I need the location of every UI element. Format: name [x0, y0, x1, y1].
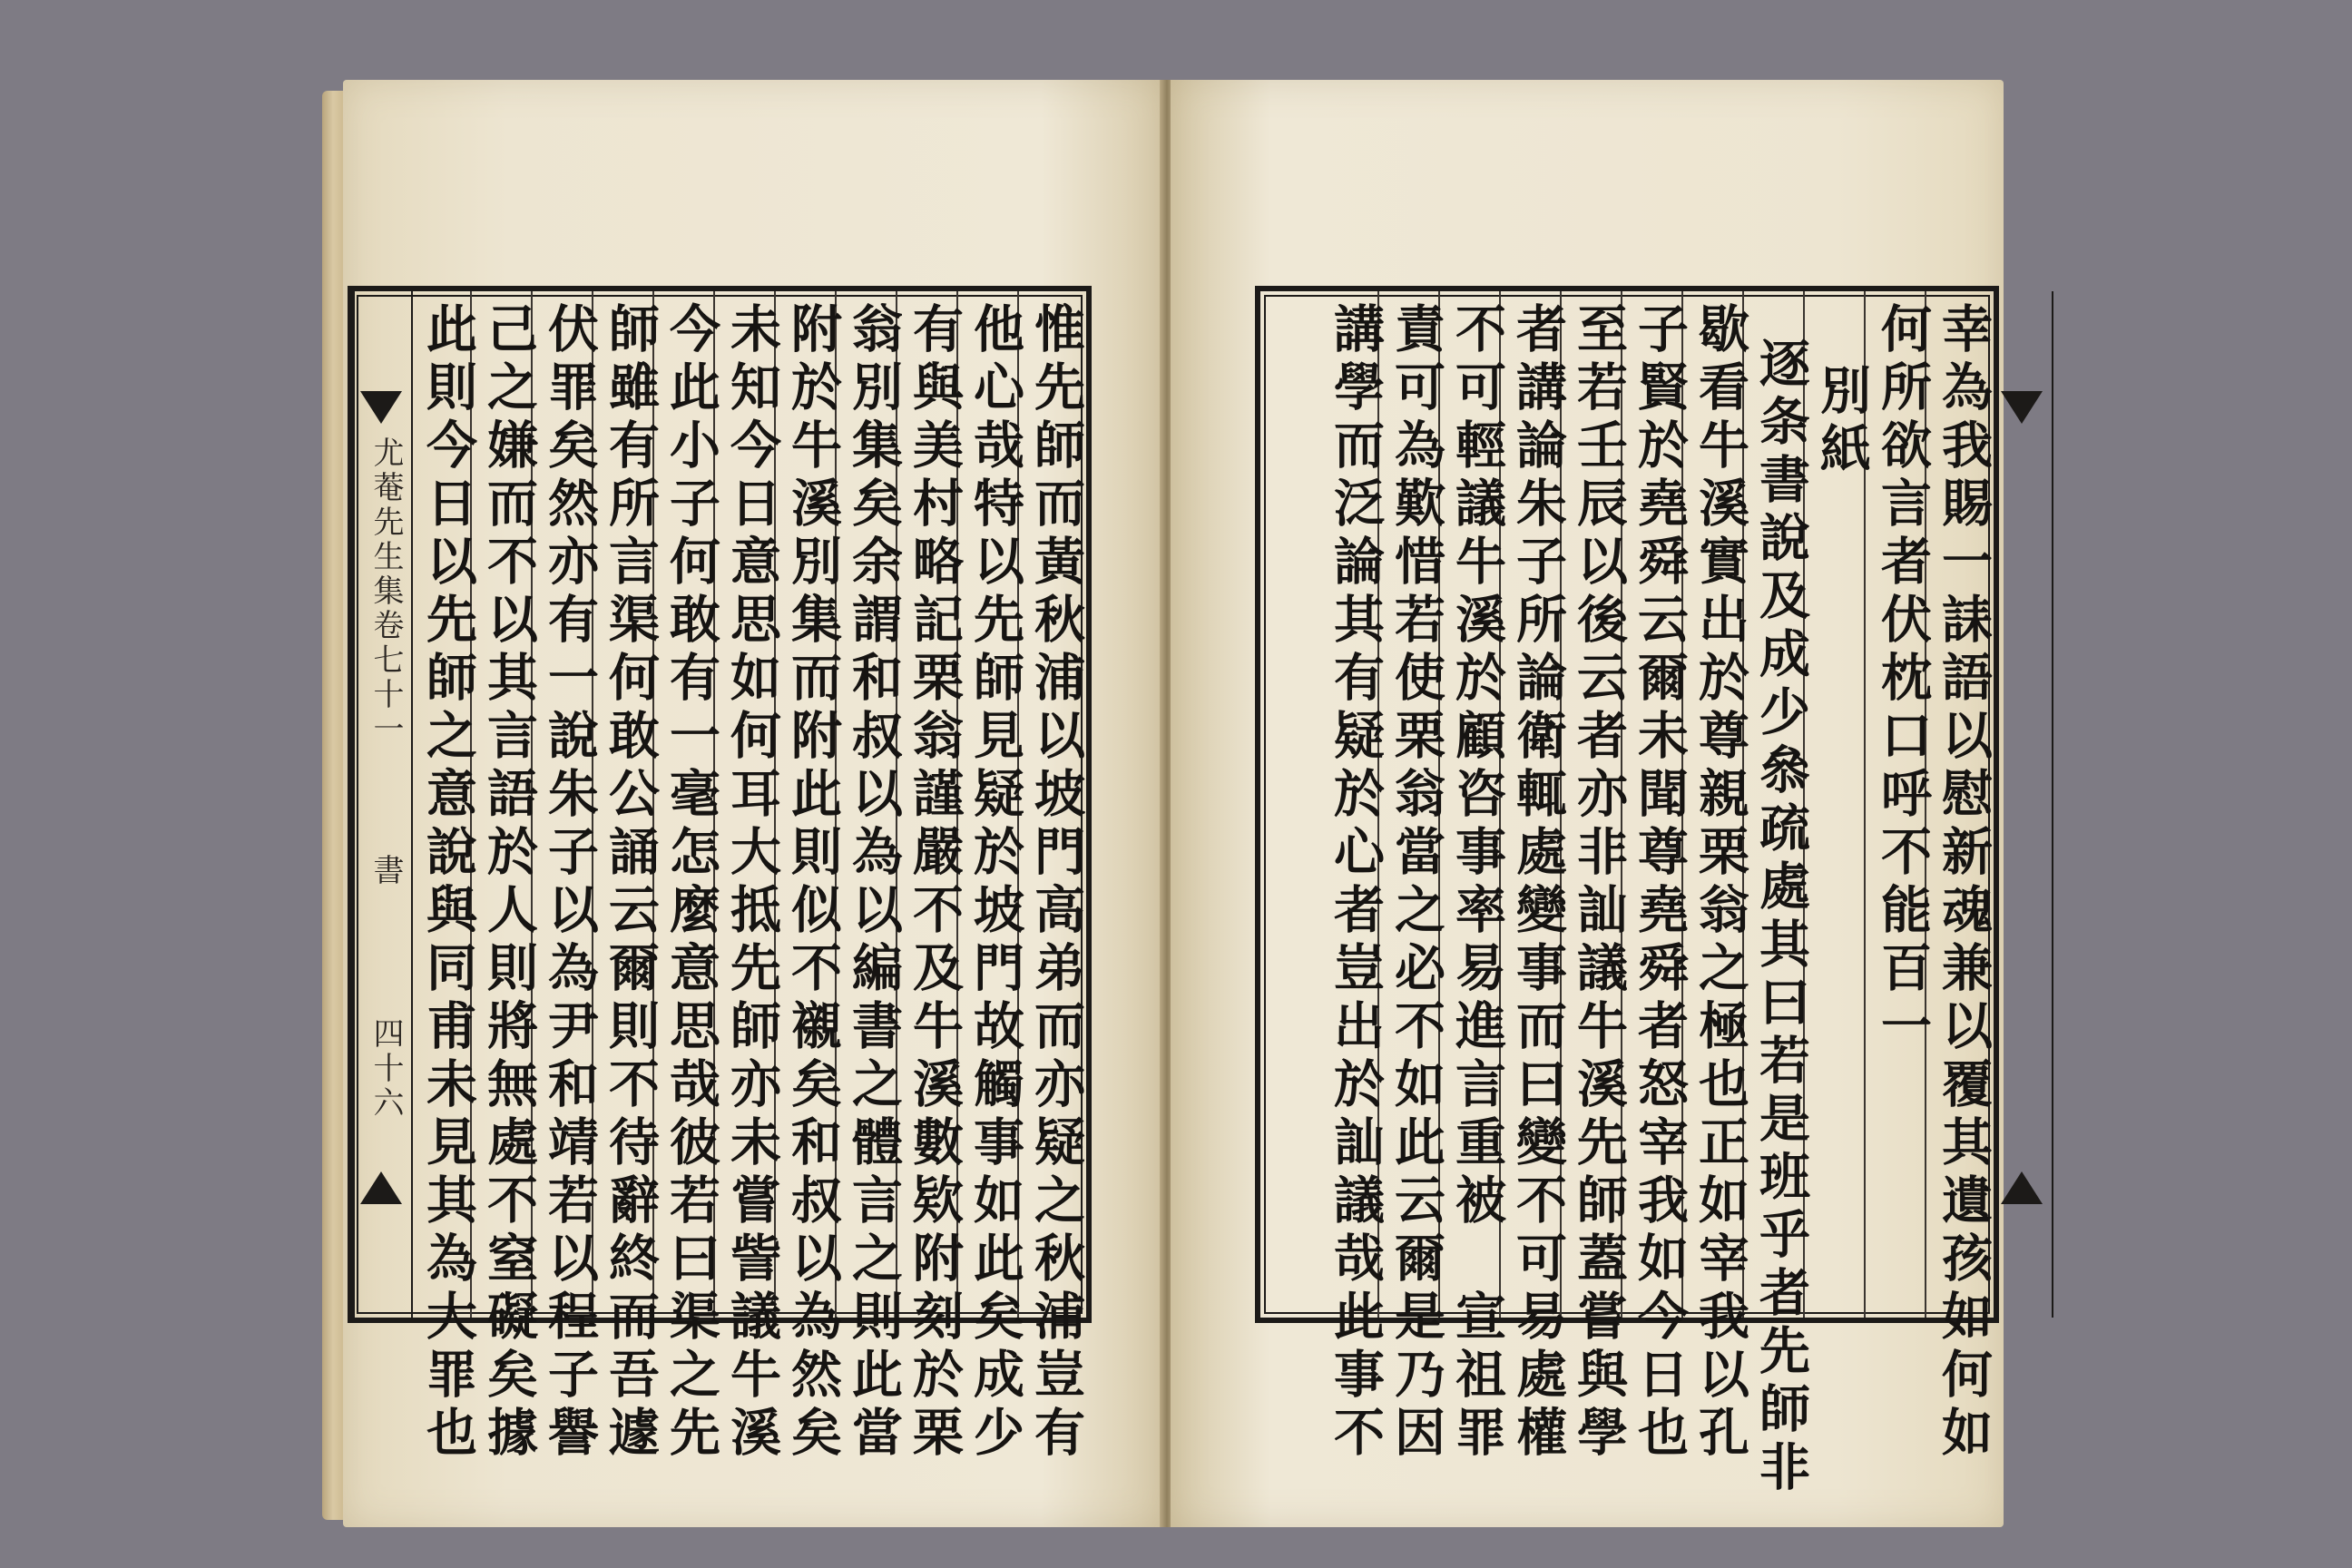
right-column-7: 至若壬辰以後云者亦非訕議牛溪先師蓋嘗與學 — [1569, 302, 1629, 1464]
fishtail-top-icon — [360, 391, 402, 424]
banxin-right-edge — [1994, 291, 2053, 1318]
right-column-5: 歇看牛溪實出於尊親栗翁之極也正如宰我以孔 — [1690, 302, 1750, 1464]
right-text-frame — [1255, 286, 1999, 1498]
left-column-6: 未知今日意思如何耳大抵先師亦未嘗訾議牛溪 — [722, 302, 782, 1464]
fishtail-bottom-icon — [360, 1171, 402, 1204]
banxin-center-column — [353, 291, 413, 1318]
left-column-1: 惟先師而黃秋浦以坡門高弟而亦疑之秋浦豈有 — [1026, 302, 1086, 1464]
right-column-2: 何所欲言者伏枕口呼不能百一 — [1873, 302, 1933, 1057]
right-column-10: 責可為歎惜若使栗翁當之必不如此云爾是乃因 — [1387, 302, 1446, 1464]
left-column-2: 他心哉特以先師見疑於坡門故觸事如此矣成少 — [965, 302, 1025, 1464]
left-text-frame — [348, 286, 1092, 1464]
left-column-8: 師雖有所言渠何敢公誦云爾則不待辭終而吾遽 — [601, 302, 661, 1464]
left-column-5: 附於牛溪別集而附此則似不襯矣和叔以為然矣 — [783, 302, 843, 1464]
right-column-6: 子賢於堯舜云爾未聞尊堯舜者怒宰我如今日也 — [1630, 302, 1690, 1464]
left-column-10: 己之嫌而不以其言語於人則將無處不窒礙矣據 — [479, 302, 539, 1464]
fishtail-bottom-right-icon — [2001, 1171, 2043, 1204]
left-column-4: 翁別集矣余謂和叔以為以編書之體言之則此當 — [844, 302, 904, 1464]
fishtail-top-right-icon — [2001, 391, 2043, 424]
right-column-11: 講學而泛論其有疑於心者豈出於訕議哉此事不 — [1326, 302, 1386, 1464]
banxin-title: 尤菴先生集卷七十一 — [368, 436, 404, 747]
left-column-7: 今此小子何敢有一毫怎麼意思哉彼若曰渠之先 — [662, 302, 721, 1464]
right-column-8: 者講論朱子所論衛輒處變事而曰變不可易處權 — [1508, 302, 1568, 1464]
left-column-11: 此則今日以先師之意說與同甫未見其為大罪也 — [418, 302, 478, 1464]
banxin-section: 書 — [368, 854, 404, 888]
right-column-1: 幸為我賜一誄語以慰新魂兼以覆其遺孩如何如 — [1934, 302, 1994, 1464]
banxin-page-number: 四十六 — [368, 1017, 404, 1121]
left-column-9: 伏罪矣然亦有一說朱子以為尹和靖若以程子譽 — [540, 302, 600, 1464]
right-column-4: 逐条書說及成少叅疏處其曰若是班乎者先師非 — [1751, 337, 1811, 1498]
right-column-9: 不可輕議牛溪於顧咨事率易進言重被 宣祖罪 — [1447, 302, 1507, 1464]
right-column-3-heading: 別紙 — [1812, 364, 1872, 480]
left-column-3: 有與美村略記栗翁謹嚴不及牛溪數欵附刻於栗 — [905, 302, 965, 1464]
